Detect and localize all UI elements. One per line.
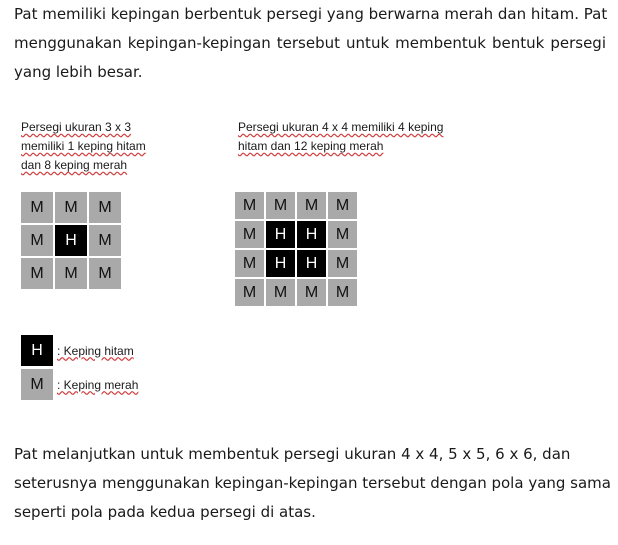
legend-red [21,369,138,400]
intro-line: menggunakan kepingan-kepingan tersebut untuk membentuk bentuk persegi [14,34,606,52]
red-tile: M [89,225,121,256]
legend-black-label: : Keping hitam [57,343,134,358]
intro-paragraph [14,0,606,87]
red-tile: M [328,221,357,248]
black-tile: H [297,221,326,248]
red-tile: M [328,279,357,306]
red-tile: M [266,192,295,219]
caption-line: Persegi ukuran 3 x 3 [21,120,132,134]
red-tile: M [55,258,87,289]
left-figure-caption [21,118,146,175]
square-3x3 [21,192,121,289]
red-tile: M [89,192,121,223]
legend-black [21,335,134,366]
outro-line: seterusnya menggunakan kepingan-kepingan tersebut dengan pola yang sama [14,474,611,492]
red-tile: M [297,279,326,306]
black-tile: H [266,221,295,248]
red-tile: M [297,192,326,219]
red-tile: M [89,258,121,289]
square-4x4 [235,192,357,306]
red-tile: M [328,192,357,219]
caption-line: dan 8 keping merah [21,158,128,172]
red-tile: M [266,279,295,306]
outro-line: seperti pola pada kedua persegi di atas. [14,503,316,521]
outro-line: Pat melanjutkan untuk membentuk persegi ukuran 4 x 4, 5 x 5, 6 x 6, dan [14,445,571,463]
outro-paragraph [14,440,611,527]
caption-line: hitam dan 12 keping merah [238,139,384,153]
caption-line: Persegi ukuran 4 x 4 memiliki 4 keping [238,120,444,134]
red-tile: M [21,225,53,256]
caption-line: memiliki 1 keping hitam [21,139,146,153]
red-tile: M [235,279,264,306]
black-tile: H [297,250,326,277]
intro-line: yang lebih besar. [14,63,143,81]
legend-red-label: : Keping merah [57,377,139,392]
red-tile: M [55,192,87,223]
red-tile: M [328,250,357,277]
black-tile: H [266,250,295,277]
red-tile: M [235,221,264,248]
right-figure-caption [238,118,443,156]
intro-line: Pat memiliki kepingan berbentuk persegi yang berwarna merah dan hitam. Pat [14,5,608,23]
red-tile: M [21,258,53,289]
red-tile: M [235,250,264,277]
red-tile: M [21,192,53,223]
legend-red-tile: M [21,369,53,400]
black-tile: H [55,225,87,256]
red-tile: M [235,192,264,219]
legend-black-tile: H [21,335,53,366]
